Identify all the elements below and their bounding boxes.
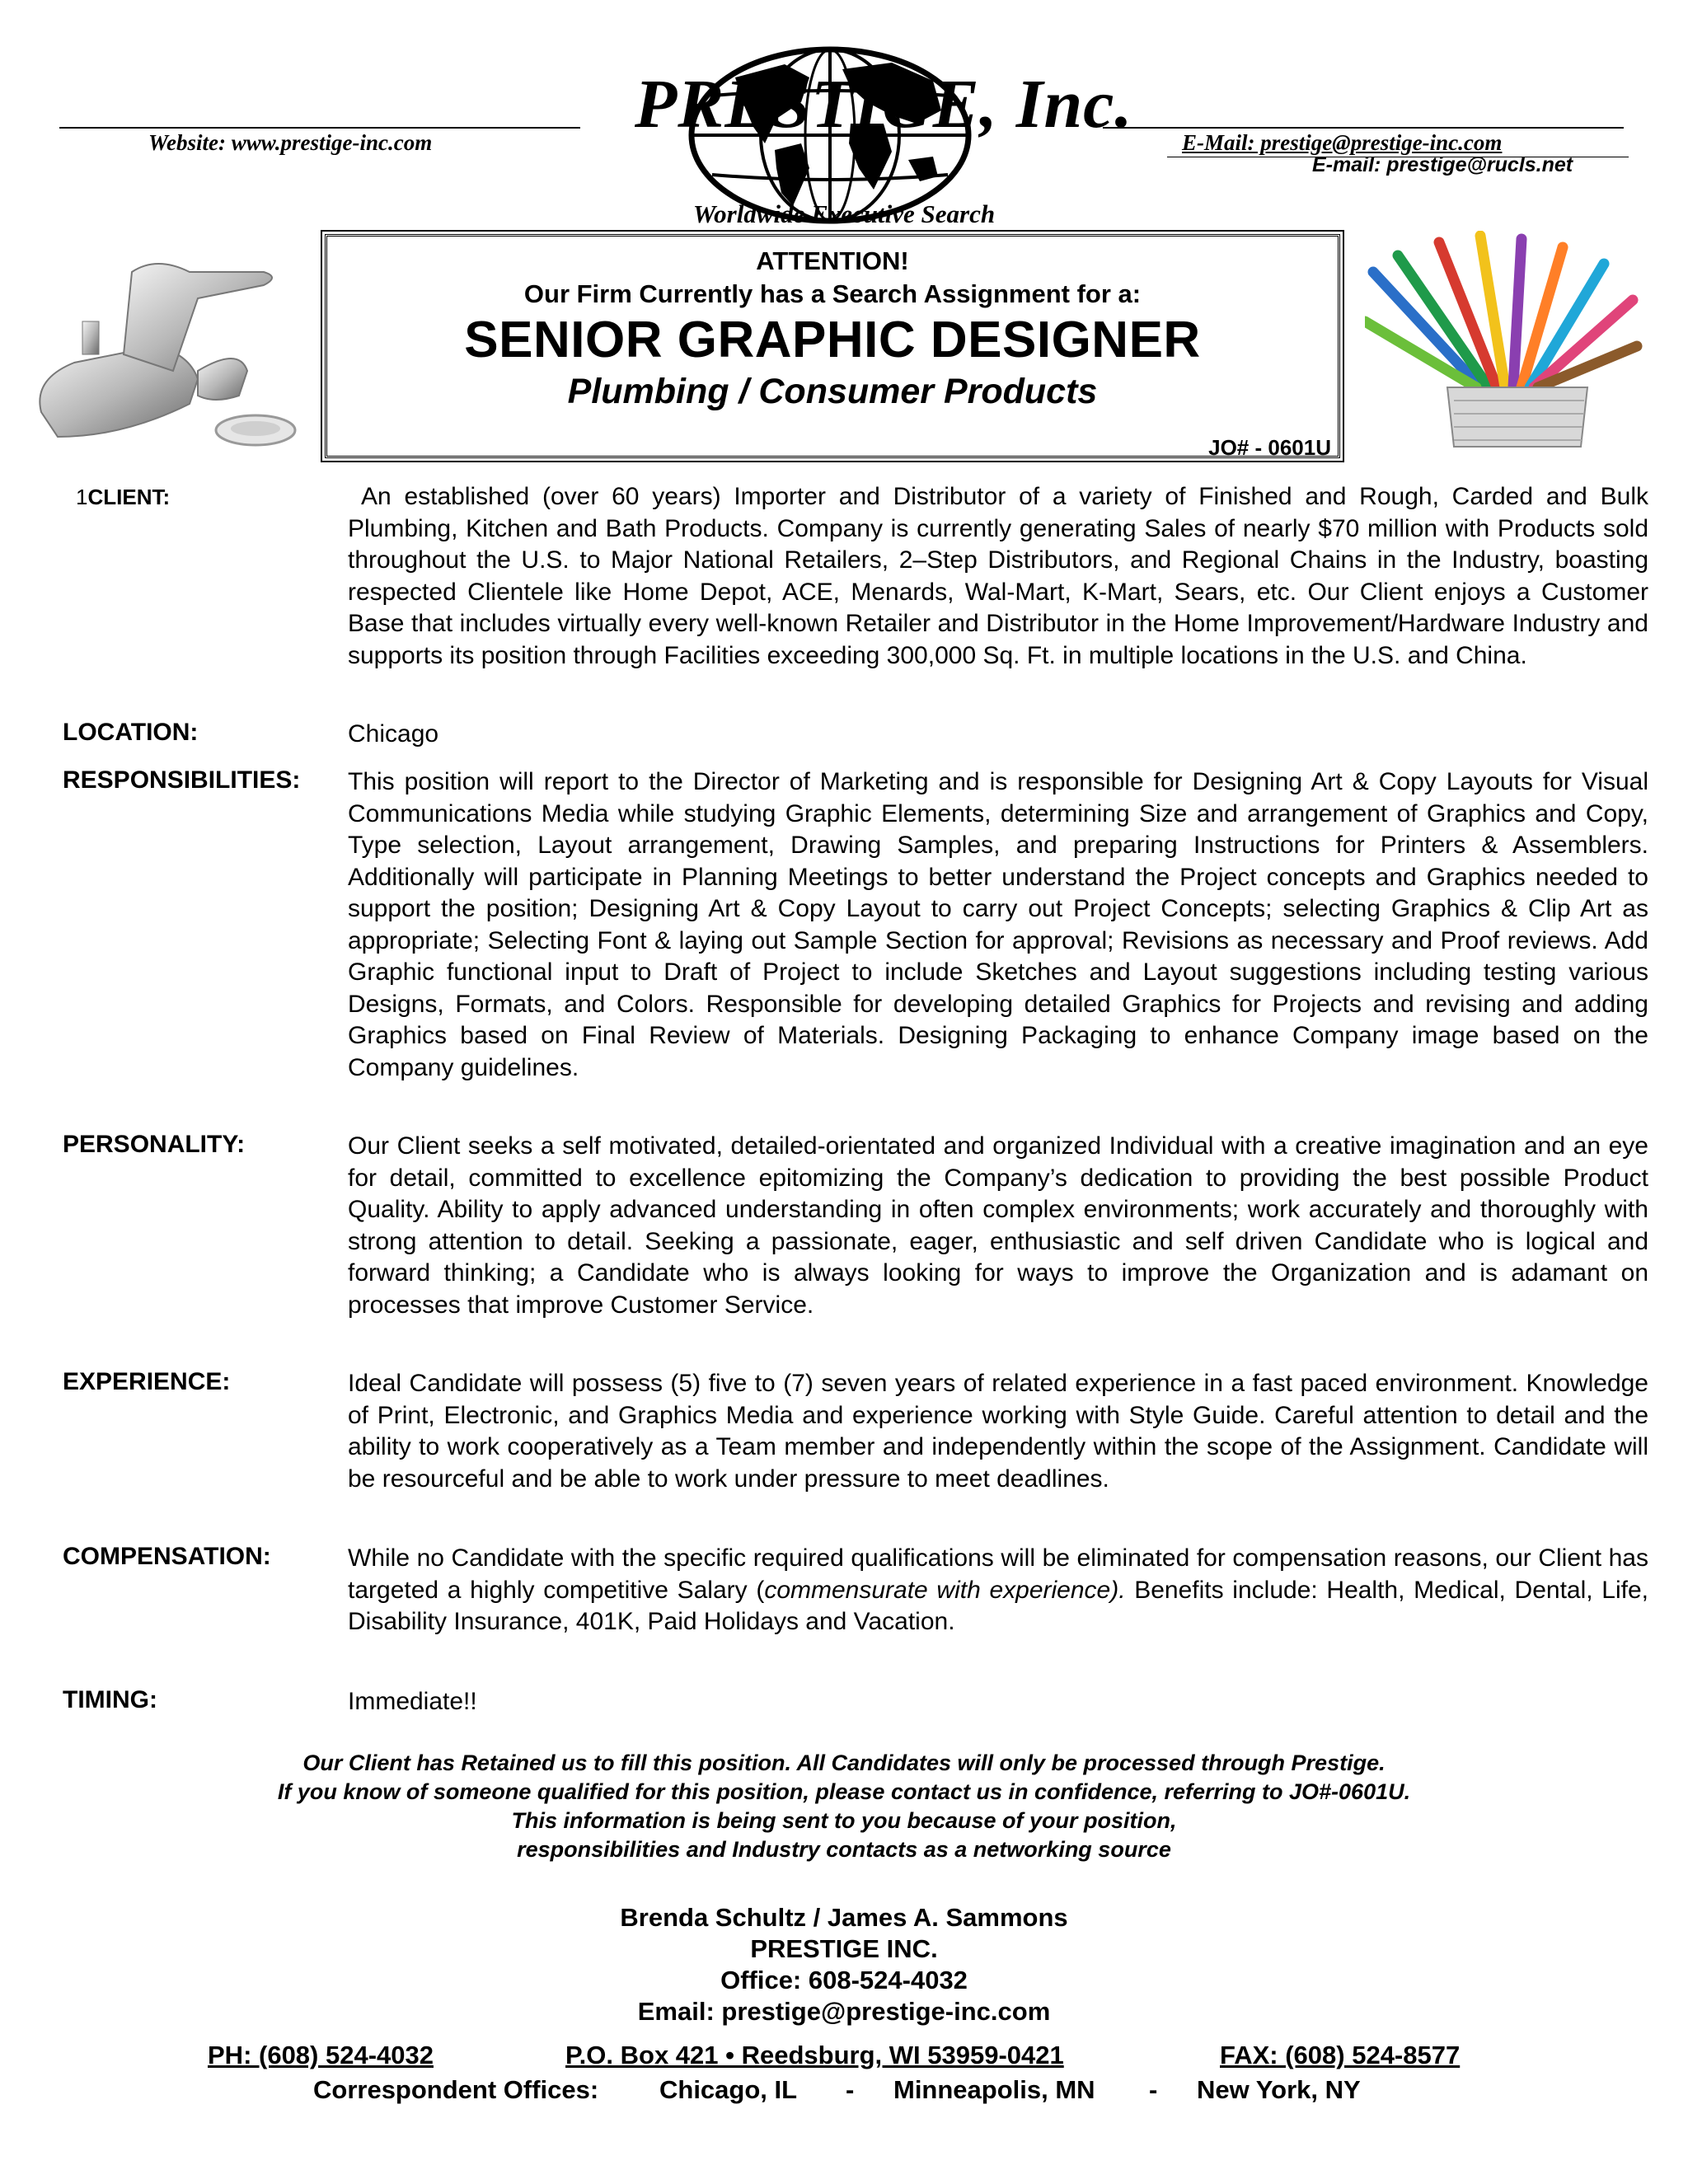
footer-office-chicago: Chicago, IL (659, 2075, 798, 2104)
location-text: Chicago (348, 720, 439, 748)
footer-address: P.O. Box 421 • Reedsburg, WI 53959-0421 (565, 2041, 1064, 2069)
footer-separator-2: - (1149, 2075, 1158, 2104)
compensation-text-main: While no Candidate with the specific required qualifications will be eliminated for compensation reasons, our Client has targeted a highly competitive Salary ( (348, 1544, 1648, 1604)
notice-line-1: Our Client has Retained us to fill this position. All Candidates will only be processed through Prestige. (302, 1750, 1386, 1775)
attention-box (325, 234, 1340, 458)
job-category: Plumbing / Consumer Products (567, 372, 1098, 412)
section-responsibilities (63, 766, 1648, 1113)
section-compensation (63, 1543, 1648, 1671)
section-personality (63, 1131, 1648, 1353)
responsibilities-label: RESPONSIBILITIES: (63, 766, 301, 794)
job-title: SENIOR GRAPHIC DESIGNER (464, 312, 1201, 368)
attention-title: ATTENTION! (756, 246, 909, 275)
timing-label: TIMING: (63, 1686, 157, 1713)
notice-block (0, 1749, 1688, 1864)
notice-line-3: This information is being sent to you because of your position, (511, 1808, 1177, 1833)
experience-text: Ideal Candidate will possess (5) five to (7) seven years of related experience in a fast paced environment. Knowledge of Print, Electronic, and Graphics Media and experience working with Style Guide. Careful attention to detail and the ability to work cooperatively as a Team member and independently within the scope of the Assignment. Candidate will be resourceful and be able to work under pressure to meet deadlines. (348, 1370, 1648, 1493)
client-text: An established (over 60 years) Importer and Distributor of a variety of Finished and Rough, Carded and Bulk Plumbing, Kitchen and Bath Products. Company is currently generating Sales of nearly $70 million with Products sold throughout the U.S. to Major National Retailers, 2–Step Distributors, and Regional Chains in the Industry, boasting respected Clientele like Home Depot, ACE, Menards, Wal-Mart, K-Mart, Sears, etc. Our Client enjoys a Customer Base that includes virtually every well-known Retailer and Distributor in the Home Improvement/Hardware Industry and supports its position through Facilities exceeding 300,000 Sq. Ft. in multiple locations in the U.S. and China. (348, 483, 1648, 669)
contact-names: Brenda Schultz / James A. Sammons (620, 1903, 1068, 1932)
compensation-text-italic: commensurate with experience). (764, 1576, 1126, 1604)
header-rule-left (59, 127, 580, 129)
section-location (63, 719, 1587, 752)
section-timing (63, 1686, 1587, 1719)
attention-subtitle: Our Firm Currently has a Search Assignment for a: (523, 279, 1142, 308)
compensation-text-benefits: Benefits include: Health, Medical, Dental, Life, Disability Insurance, 401K, Paid Holidays and Vacation. (348, 1576, 1648, 1635)
timing-text: Immediate!! (348, 1688, 477, 1715)
faucet-image (25, 239, 305, 462)
client-marker: 1 (76, 485, 88, 509)
experience-label: EXPERIENCE: (63, 1368, 231, 1395)
footer-phone[interactable]: PH: (608) 524-4032 (208, 2041, 434, 2069)
job-order-number: JO# - 0601U (1208, 435, 1331, 458)
compensation-label: COMPENSATION: (63, 1543, 271, 1570)
email-link-primary[interactable]: E-Mail: prestige@prestige-inc.com (1182, 130, 1503, 155)
notice-line-4: responsibilities and Industry contacts as a networking source (517, 1837, 1171, 1862)
footer-office-newyork: New York, NY (1197, 2075, 1361, 2104)
contact-office-phone[interactable]: Office: 608-524-4032 (720, 1966, 968, 1994)
contact-company: PRESTIGE INC. (750, 1934, 938, 1963)
colored-pencils-image (1365, 231, 1645, 453)
notice-line-2: If you know of someone qualified for this position, please contact us in confidence, referring to JO#-0601U. (277, 1779, 1411, 1804)
personality-text: Our Client seeks a self motivated, detailed-orientated and organized Individual with a creative imagination and an eye for detail, committed to excellence epitomizing the Company’s dedication to providing the best possible Product Quality. Ability to apply advanced understanding in often complex environments; work accurately and thoroughly with strong attention to detail. Seeking a passionate, eager, enthusiastic and self driven Candidate who is logical and forward thinking; a Candidate who is always looking for ways to improve the Organization and is adamant on processes that improve Customer Service. (348, 1132, 1648, 1319)
client-label (76, 485, 170, 510)
responsibilities-text: This position will report to the Director of Marketing and is responsible for Designing Art & Copy Layouts for Visual Communications Media while studying Graphic Elements, determining Size and arrangement of Graphics and Copy, Type selection, Layout arrangement, Drawing Samples, and preparing Instructions for Printers & Assemblers. Additionally will participate in Planning Meetings to better understand the Project concepts and Graphics needed to support the position; Designing Art & Copy Layout to carry out Project Concepts; selecting Graphics & Clip Art as appropriate; Selecting Font & laying out Sample Section for approval; Revisions as necessary and Proof reviews. Add Graphic functional input to Draft of Project to include Sketches and Layout suggestions including testing various Designs, Formats, and Colors. Responsible for developing detailed Graphics for Projects and revising and adding Graphics based on Final Review of Materials. Designing Packaging to enhance Company image based on the Company guidelines. (348, 768, 1648, 1081)
location-label: LOCATION: (63, 719, 199, 746)
footer-fax: FAX: (608) 524-8577 (1220, 2041, 1461, 2069)
section-client (63, 481, 1648, 704)
tagline: Worldwide Executive Search (692, 199, 996, 228)
client-label-text: CLIENT: (87, 485, 171, 509)
contact-block (0, 1902, 1688, 2027)
footer-offices-label: Correspondent Offices: (313, 2075, 599, 2104)
email-link-secondary[interactable]: E-mail: prestige@rucls.net (1312, 153, 1573, 176)
website-link[interactable]: Website: www.prestige-inc.com (148, 130, 433, 155)
company-logo-text: PRESTIGE, Inc. (635, 66, 1133, 143)
header-rule-right (1103, 127, 1624, 129)
section-experience (63, 1368, 1648, 1528)
compensation-text (348, 1543, 1648, 1638)
personality-label: PERSONALITY: (63, 1131, 246, 1158)
footer-separator-1: - (846, 2075, 855, 2104)
footer-office-minneapolis: Minneapolis, MN (893, 2075, 1095, 2104)
contact-email[interactable]: Email: prestige@prestige-inc.com (637, 1997, 1051, 2026)
